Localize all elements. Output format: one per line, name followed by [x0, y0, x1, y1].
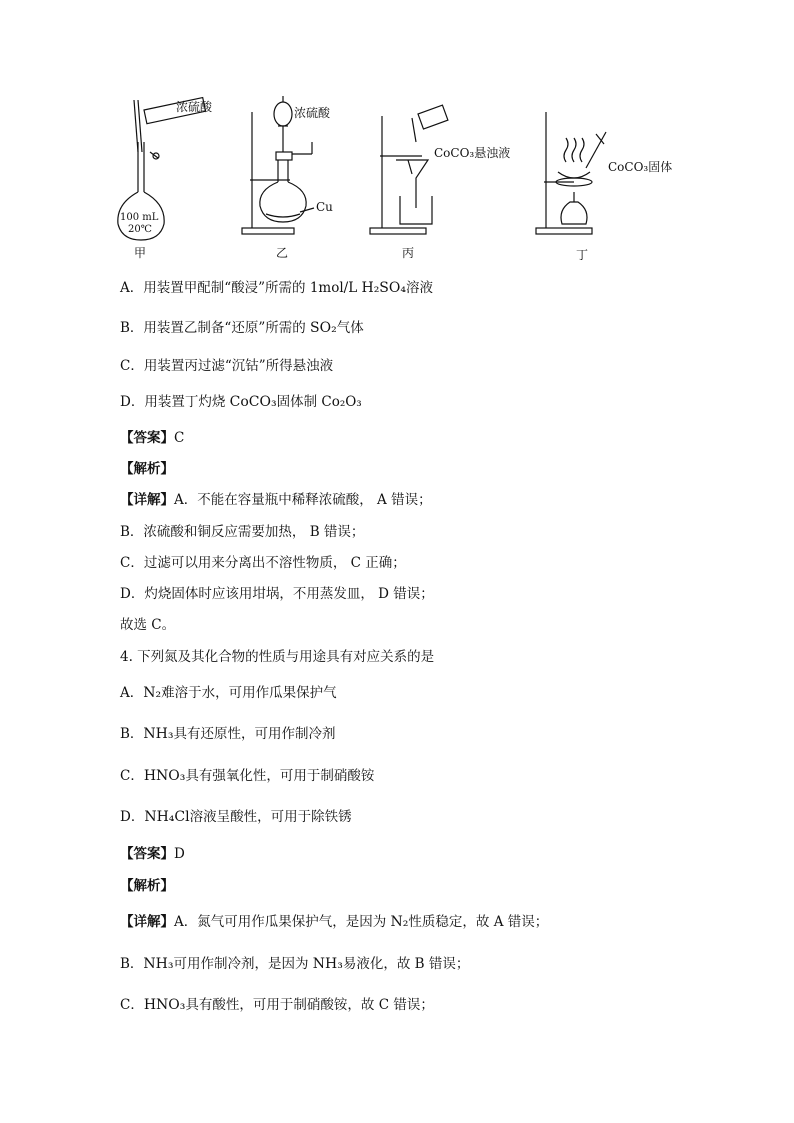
q4-stem: 4. 下列氮及其化合物的性质与用途具有对应关系的是 [120, 649, 435, 665]
apparatus-figure [100, 92, 700, 264]
q3-option-b: B．用装置乙制备“还原”所需的 SO₂气体 [120, 320, 364, 336]
q3-answer: 【答案】C [120, 430, 185, 446]
q4-detail-b: B．NH₃可用作制冷剂，是因为 NH₃易液化，故 B 错误； [120, 956, 470, 972]
q3-conclusion: 故选 C。 [120, 617, 176, 633]
apparatus-drawing [100, 92, 700, 264]
apparatus-jia-label: 甲 [134, 246, 147, 260]
q3-detail-a: 【详解】A．不能在容量瓶中稀释浓硫酸， A 错误； [120, 492, 432, 508]
apparatus-jia-flask-text-2: 20℃ [128, 224, 152, 235]
q3-option-c: C．用装置丙过滤“沉钴”所得悬浊液 [120, 358, 334, 374]
q3-detail-d: D．灼烧固体时应该用坩埚，不用蒸发皿， D 错误； [120, 586, 434, 602]
apparatus-ding-label: 丁 [576, 248, 589, 262]
apparatus-jia-reagent: 浓硫酸 [176, 100, 213, 114]
apparatus-yi-metal: Cu [316, 200, 333, 214]
q3-detail-b: B．浓硫酸和铜反应需要加热， B 错误； [120, 524, 365, 540]
q3-option-d: D．用装置丁灼烧 CoCO₃固体制 Co₂O₃ [120, 394, 362, 410]
q4-answer: 【答案】D [120, 846, 185, 862]
q3-detail-c: C．过滤可以用来分离出不溶性物质， C 正确； [120, 555, 406, 571]
apparatus-ding-drawing [536, 112, 606, 234]
apparatus-yi-label: 乙 [276, 246, 289, 260]
q4-option-a: A．N₂难溶于水，可用作瓜果保护气 [120, 685, 337, 701]
apparatus-bing-reagent: CoCO₃悬浊液 [434, 146, 511, 160]
q4-option-d: D．NH₄Cl溶液呈酸性，可用于除铁锈 [120, 809, 352, 825]
apparatus-bing-drawing [370, 105, 448, 234]
q4-analysis-tag: 【解析】 [120, 878, 174, 894]
q4-option-b: B．NH₃具有还原性，可用作制冷剂 [120, 726, 336, 742]
q4-detail-a: 【详解】A．氮气可用作瓜果保护气，是因为 N₂性质稳定，故 A 错误； [120, 914, 549, 930]
q4-option-c: C．HNO₃具有强氧化性，可用于制硝酸铵 [120, 768, 375, 784]
apparatus-bing-label: 丙 [402, 246, 415, 260]
apparatus-ding-reagent: CoCO₃固体 [608, 160, 673, 174]
apparatus-jia-flask-text-1: 100 mL [120, 212, 159, 223]
q3-analysis-tag: 【解析】 [120, 461, 174, 477]
apparatus-yi-reagent: 浓硫酸 [294, 106, 331, 120]
q4-detail-c: C．HNO₃具有酸性，可用于制硝酸铵，故 C 错误； [120, 997, 434, 1013]
q3-option-a: A．用装置甲配制“酸浸”所需的 1mol/L H₂SO₄溶液 [120, 280, 433, 296]
